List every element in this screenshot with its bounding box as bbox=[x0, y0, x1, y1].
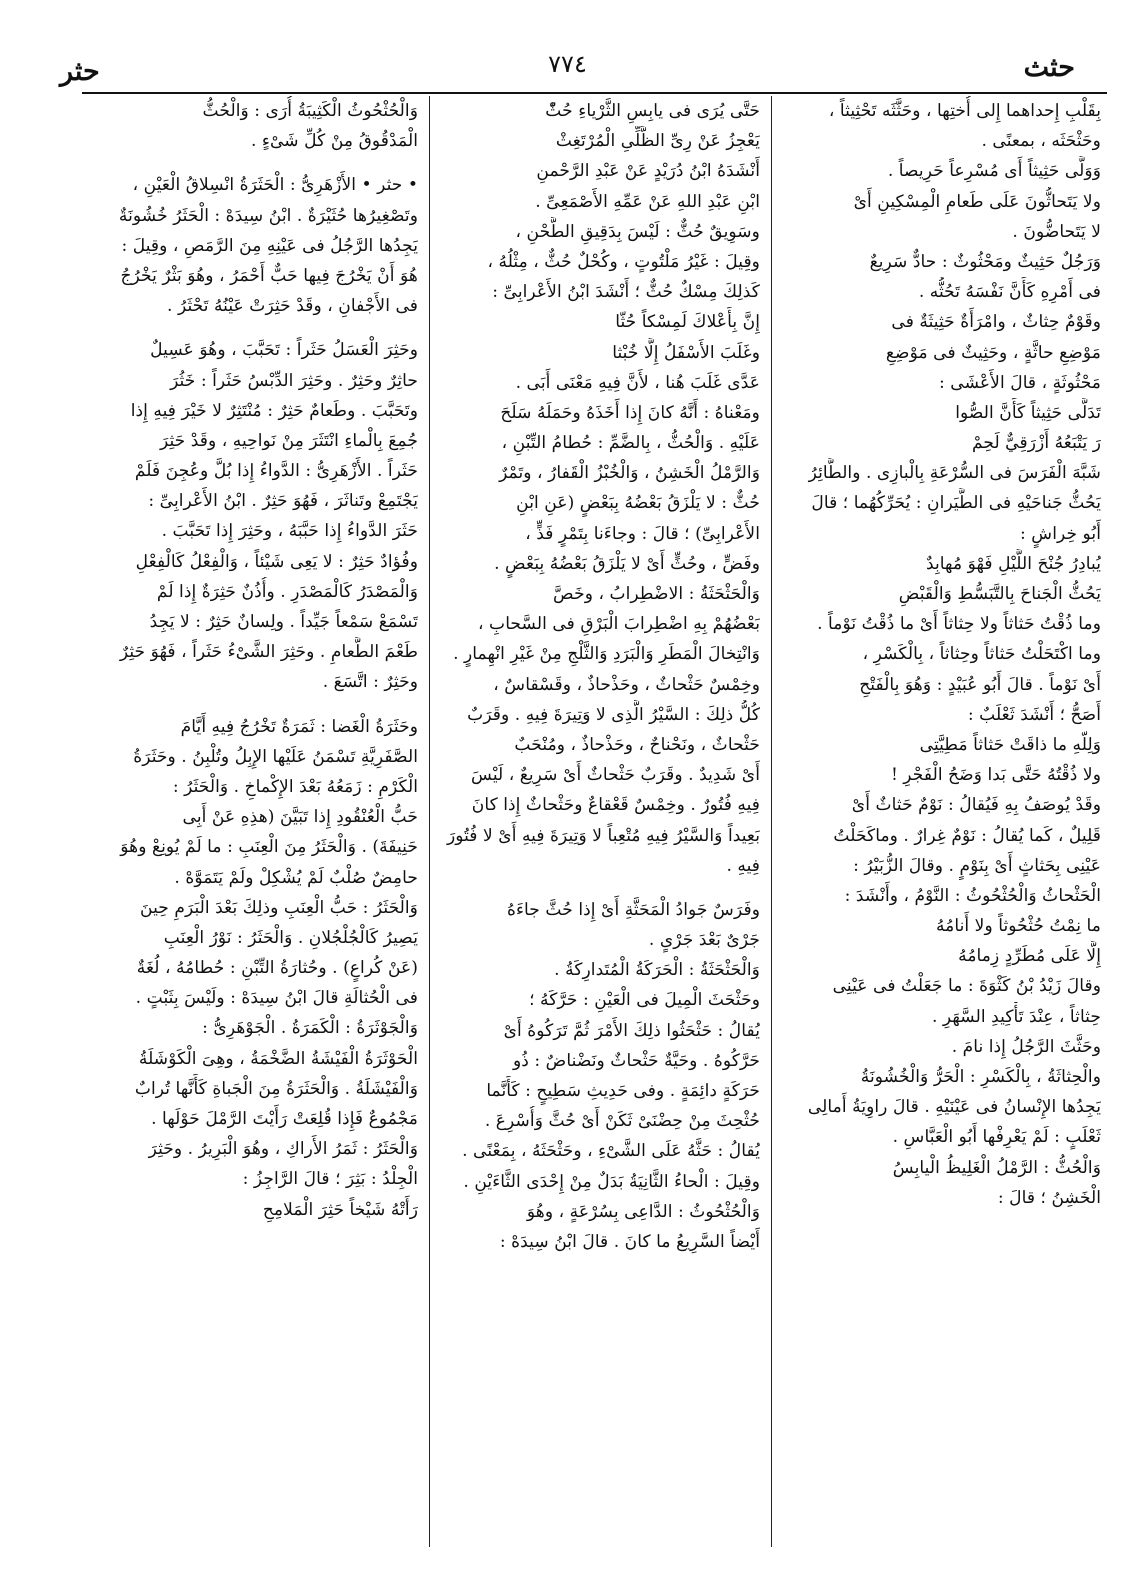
text-line bbox=[96, 156, 418, 170]
text-line: وقِيلَ : غَيْرُ مَلْتُوتٍ ، وكُحْلٌ حُثٌّ ، مِثْلُهُ ، bbox=[487, 251, 760, 272]
text-line: وَالْحَثْحَثَةُ : الْحَرَكَةُ الْمُتَدارِكَةُ . bbox=[554, 960, 760, 981]
text-line: الْمَدْقُوقُ مِنْ كُلِّ شَىْءٍ . bbox=[250, 131, 418, 152]
text-line: وقالَ زَيْدُ بْنُ كَثْوَةَ : ما جَعَلْتُ فى عَيْنِى bbox=[832, 976, 1101, 997]
text-line: وحَثْحَثَ الْمِيلَ فى الْعَيْنِ : حَرَّكَهُ ؛ bbox=[529, 990, 760, 1011]
text-line: فى الأَجْفانِ ، وقَدْ حَثِرَتْ عَيْنُهُ تَحْثَرُ . bbox=[167, 296, 418, 317]
column-middle bbox=[438, 96, 760, 1547]
text-line: وَالْحَثَرُ : ثَمَرُ الأَراكِ ، وهُوَ الْبَرِيرُ . وحَثِرَ bbox=[148, 1139, 418, 1160]
text-line: وسَوِيقٌ حُثٌّ : لَيْسَ بِدَقِيقِ الطَّحْنِ ، bbox=[515, 221, 760, 242]
text-line: وقَوْمٌ حِثاثٌ ، وامْرَأَةٌ حَثِيثَةٌ فى bbox=[891, 312, 1101, 333]
text-line: يَجِدُها الإِنْسانُ فى عَيْنَيْهِ . قالَ راوِيَةُ أَمالِى bbox=[807, 1097, 1101, 1118]
text-line: بِقَلْبِ إِحداهما إِلى أُختِها ، وحَثَّثَه تَحْثِيثاً ، bbox=[828, 101, 1101, 121]
text-line: جَرْىٌ بَعْدَ جَرْىٍ . bbox=[648, 930, 760, 951]
column-divider bbox=[771, 96, 772, 1547]
text-line: حاثِرٌ وحَثِرٌ . وحَثِرَ الدِّبْسُ حَثَراً : خَثُرَ bbox=[170, 370, 418, 391]
header-rule bbox=[82, 92, 1107, 94]
text-line: وَالْحُثْحُوثُ : الدَّاعِى بِسُرْعَةٍ ، وهُوَ bbox=[526, 1201, 760, 1222]
text-line: ومَعْناهُ : أَنَّهُ كانَ إِذا أَخَذَهُ وحَمَلَهُ سَلَحَ bbox=[500, 402, 760, 423]
text-line: وحَثْحَثَه ، بمعنًى . bbox=[981, 131, 1101, 152]
text-line: فى الْحُثالَةِ قالَ ابْنُ سِيدَهْ : ولَيْسَ بِثَبْتٍ . bbox=[135, 988, 418, 1009]
left-running-headword: حثر bbox=[60, 56, 100, 87]
text-line: بَعْضُهُمْ بِهِ اضْطِرابَ الْبَرْقِ فى السَّحابِ ، bbox=[478, 614, 760, 635]
text-line: أَبُو خِراشٍ : bbox=[1019, 523, 1101, 544]
text-line: حَرَّكُوهُ . وحَيَّةٌ حَثْحاثٌ ونَضْناضٌ : ذُو bbox=[512, 1050, 760, 1071]
text-line: رَأَتْهُ شَيْخاً حَثِرَ الْمَلامِحِ bbox=[262, 1199, 418, 1220]
text-line: أَصَحُّ ؛ أَنْشَدَ ثَعْلَبٌ : bbox=[967, 704, 1101, 725]
text-line: جُمِعَ بِالْماءِ انْتَثَرَ مِنْ نَواحِيهِ ، وقَدْ حَثِرَ bbox=[159, 430, 418, 451]
text-line: الْجِلْدُ : بَثِرَ ؛ قالَ الرَّاجِزُ : bbox=[242, 1169, 418, 1190]
text-line: ولا يَتَحاثُّونَ عَلَى طَعامِ الْمِسْكِينِ أَىْ bbox=[853, 191, 1101, 212]
text-line: يَحُثُّ جَناحَيْهِ فى الطَّيَرانِ : يُحَرِّكُهُما ؛ قالَ bbox=[811, 493, 1101, 514]
text-line: الصَّفَرِيَّةِ تَسْمَنُ عَلَيْها الإِبِلُ وتُلْبِنُ . وحَثَرَةُ bbox=[133, 746, 418, 767]
text-line: لا يَتَحاضُّونَ . bbox=[1012, 221, 1101, 242]
text-line: ما نِمْتُ حُثْحُوثاً ولا أَنامُهُ bbox=[935, 916, 1101, 937]
text-line: حَثْحاثٌ ، ونَحْناحٌ ، وحَذْحاذٌ ، ومُنْحَبٌ bbox=[514, 734, 760, 755]
text-line: بَعِيداً وَالسَّيْرُ فِيهِ مُتْعِباً لا وَتِيرَةَ فِيهِ أَىْ لا فُتُورَ bbox=[446, 825, 760, 846]
text-line: ابْنِ عَبْدِ اللهِ عَنْ عَمِّهِ الأَصْمَعِىِّ . bbox=[535, 191, 760, 212]
column-divider bbox=[429, 96, 430, 1547]
text-line: وَالرَّمْلُ الْخَشِنُ ، وَالْخُبْزُ الْقَفارُ ، وتَمْرٌ bbox=[499, 463, 760, 484]
text-line: وَالْفَيْشَلَةُ . وَالْحَثَرَةُ مِنَ الْجَباةِ كَأَنَّها تُرابٌ bbox=[134, 1078, 418, 1099]
text-line: عَيْنِى بِحَثاثٍ أَىْ بِنَوْمٍ . وقالَ الزُّبَيْرُ : bbox=[853, 855, 1101, 876]
text-line: وفُؤادٌ حَثِرٌ : لا يَعِى شَيْئاً ، وَالْفِعْلُ كَالْفِعْلِ bbox=[135, 551, 418, 572]
text-line: تَسْمَعْ سَمْعاً جَيِّداً . ولِسانٌ حَثِرٌ : لا يَجِدُ bbox=[149, 612, 418, 632]
text-line: وَالْمَصْدَرُ كَالْمَصْدَرِ . وأُذُنٌ حَثِرَةٌ إِذا لَمْ bbox=[156, 581, 418, 602]
text-line: وغَلَبَ الأَسْفَلُ إِلَّا خُبْثا bbox=[612, 342, 760, 363]
text-line: ثَعْلَبٍ : لَمْ يَعْرِفْها أَبُو الْعَبَّاسِ . bbox=[892, 1127, 1101, 1148]
text-line: والْحِثاثَةُ ، بِالْكَسْرِ : الْحَرُّ وَالْخُشُونَةُ bbox=[860, 1067, 1101, 1087]
text-line: حَنِيفَةَ) . وَالْحَثَرُ مِنَ الْعِنَبِ : ما لَمْ يُونِعْ وهُوَ bbox=[120, 837, 418, 858]
text-line: فِيهِ فُتُورٌ . وخِمْسٌ قَعْقاعٌ وحَثْحاثٌ إِذا كانَ bbox=[471, 795, 760, 816]
text-line: أَنْشَدَهُ ابْنُ دُرَيْدٍ عَنْ عَبْدِ الرَّحْمنِ bbox=[536, 161, 760, 182]
text-line: أَىْ نَوْماً . قالَ أَبُو عُبَيْدٍ : وَهُوَ بِالْفَتْحِ bbox=[859, 674, 1101, 695]
text-line: إِلَّا عَلَى مُطَرِّدٍ زِمامُهُ bbox=[958, 946, 1101, 967]
text-line: تَدَلَّى حَثِيثاً كَأَنَّ الصُّوا bbox=[955, 402, 1101, 423]
text-line: وَالْحُثْحُوثُ الْكَثِيبَةُ أُرَى : وَالْحُثُّ bbox=[202, 101, 418, 121]
column-right bbox=[779, 96, 1101, 1547]
text-line: يَجْتَمِعْ وتَناثَرَ ، فَهُوَ حَثِرٌ . ابْنُ الأَعْرابِىِّ : bbox=[148, 491, 418, 512]
text-line: ولا ذُقْتُهُ حَتَّى بَدا وَضَحُ الْفَجْرِ ! bbox=[890, 765, 1101, 786]
text-line: قَلِيلٌ ، كَما يُقالُ : نَوْمٌ غِرارٌ . وماكَحَلْتُ bbox=[833, 825, 1101, 846]
text-line: حَثَراً . الأَزْهَرِىُّ : الدَّواءُ إِذا بُلَّ وعُجِنَ فَلَمْ bbox=[134, 461, 418, 482]
text-line: حَتَّى يُرَى فى يابِسِ الثَّرْياءِ حُثّْ bbox=[545, 101, 760, 121]
text-line: وما ذُقْتُ حَثاثاً ولا حِثاثاً أَىْ ما ذُقْتُ نَوْماً . bbox=[817, 614, 1101, 635]
text-line: مَحْثُوثَةٍ ، قالَ الأَعْشَى : bbox=[939, 372, 1101, 393]
text-line: يُبادِرُ جُنْحَ اللَّيْلِ فَهْوَ مُهابِدٌ bbox=[925, 553, 1101, 574]
text-line: وَلِلّهِ ما ذاقَتْ حَثاثاً مَطِيَّتِى bbox=[919, 734, 1101, 755]
text-line: وتَحَبَّبَ . وطَعامٌ حَثِرٌ : مُنْتَثِرٌ لا خَيْرَ فِيهِ إِذا bbox=[130, 400, 418, 421]
text-line: حامِضٌ صُلْبٌ لَمْ يُشْكِلْ ولَمْ يَتَمَوَّهْ . bbox=[174, 867, 418, 888]
page-number: ٧٧٤ bbox=[548, 50, 587, 78]
text-line bbox=[96, 698, 418, 712]
column-left bbox=[96, 96, 418, 1547]
text-line: وَالْحُثُّ : الرَّمْلُ الْغَلِيظُ الْيابِسُ bbox=[892, 1157, 1101, 1178]
text-line: عَلَيْهِ . وَالْحُثُّ ، بِالضَّمِّ : حُطامُ التِّبْنِ ، bbox=[501, 433, 760, 454]
text-line: وحَثِرٌ : اتَّسَعَ . bbox=[322, 672, 418, 693]
text-line: أَيْضاً السَّرِيعُ ما كانَ . قالَ ابْنُ سِيدَهْ : bbox=[499, 1231, 760, 1252]
text-line: الْحَوْثَرَةُ الْفَيْشَةُ الضَّخْمَةُ ، وهِىَ الْكَوْشَلَةُ bbox=[138, 1048, 418, 1069]
text-line: وما اكْتَحَلْتُ حَثاثاً وحِثاثاً ، بِالْكَسْرِ ، bbox=[862, 644, 1101, 665]
text-line: كُلُّ ذلِكَ : السَّيْرُ الَّذِى لا وَتِيرَةَ فِيهِ . وقَرَبٌ bbox=[467, 704, 760, 725]
text-line: وَالْحَثْحَثَةُ : الاضْطِرابُ ، وخَصَّ bbox=[553, 584, 760, 604]
right-running-headword: حثث bbox=[1023, 52, 1075, 83]
text-line: وحَثَرَةُ الْغَضا : ثَمَرَةٌ تَخْرُجُ فِيهِ أَيَّامَ bbox=[180, 716, 418, 737]
text-line: الْكَرْمِ : زَمَعُهُ بَعْدَ الإِكْماخِ . وَالْحَثَرُ : bbox=[172, 776, 418, 797]
text-line: الْحَثْحاثُ وَالْحُثْحُوثُ : النَّوْمُ ، وأَنْشَدَ : bbox=[844, 885, 1101, 906]
text-line: كَذلِكَ مِسْكٌ حُثٌّ ؛ أَنْشَدَ ابْنُ الأَعْرابِىِّ : bbox=[492, 282, 760, 303]
text-line: وحَثِرَ الْعَسَلُ حَثَراً : تَحَبَّبَ ، وهُوَ عَسِيلٌ bbox=[150, 340, 418, 361]
text-line: عَدَّى غَلَبَ هُنا ، لأَنَّ فِيهِ مَعْنَى أَبَى . bbox=[515, 372, 760, 393]
text-line: وخِمْسٌ حَثْحاثٌ ، وحَذْحاذٌ ، وقَسْقاسٌ ، bbox=[493, 674, 760, 695]
text-line: حَثَرَ الدَّواءُ إِذا حَبَّبَهُ ، وحَثِرَ إِذا تَحَبَّبَ . bbox=[161, 521, 418, 542]
text-columns bbox=[82, 96, 1107, 1547]
text-line: مَجْمُوعٌ فَإِذا قُلِعَتْ رَأَيْتَ الرَّمْلَ حَوْلَها . bbox=[151, 1109, 418, 1129]
text-line: فِيهِ . bbox=[726, 855, 760, 876]
text-line: وفَضٍّ ، وحُثٍّ أَىْ لا يَلْزَقُ بَعْضُهُ بِبَعْضٍ . bbox=[494, 553, 760, 574]
text-line: وَانْتِخالَ الْمَطَرِ وَالْبَرَدِ وَالثَّلْجِ مِنْ غَيْرِ انْهِمارٍ . bbox=[453, 644, 760, 665]
text-line: • حثر • الأَزْهَرِىُّ : الْحَثَرَةُ انْسِلاقُ الْعَيْنِ ، bbox=[132, 175, 418, 196]
text-line: وحَثَّثَ الرَّجُلُ إِذا نامَ . bbox=[951, 1036, 1101, 1057]
text-line: وفَرَسٌ جَوادُ الْمَحَثَّةِ أَىْ إِذا حُثَّ جاءَهُ bbox=[506, 899, 760, 920]
text-line: يَجِدُها الرَّجُلُ فى عَيْنِهِ مِنَ الرَّمَصِ ، وقِيلَ : bbox=[121, 235, 418, 256]
text-line: فى أَمْرِهِ كَأَنَّ نَفْسَهُ تَحُثُّه . bbox=[918, 282, 1101, 303]
text-line: أَىْ شَدِيدٌ . وقَرَبٌ حَثْحاثٌ أَىْ سَرِيعٌ ، لَيْسَ bbox=[470, 765, 760, 786]
text-line: يُقالُ : حَثْحَثُوا ذلِكَ الأَمْرَ ثُمَّ تَرَكُوهُ أَىْ bbox=[503, 1020, 760, 1041]
text-line bbox=[438, 881, 760, 895]
text-line: وَوَلَّى حَثِيثاً أَى مُسْرِعاً حَرِيصاً . bbox=[887, 161, 1101, 182]
text-line: الأَعْرابِىِّ) ؛ قالَ : وجاءَنا بِتَمْرٍ فَذٍّ ، bbox=[525, 523, 760, 544]
text-line: حُثٌّ : لا يَلْزَقُ بَعْضُهُ بِبَعْضٍ (عَنِ ابْنِ bbox=[516, 493, 760, 514]
page-header bbox=[60, 46, 1075, 90]
text-line: يَعْجِزُ عَنْ رِىِّ الظَّلِّىِ الْمُرْتَغِثْ bbox=[555, 131, 760, 152]
text-line: طَعْمَ الطَّعامِ . وحَثِرَ الشَّىْءُ حَثَراً ، فَهُوَ حَثِرٌ bbox=[119, 642, 418, 663]
text-line: وتَصْغِيرُها حُثَيْرَةٌ . ابْنُ سِيدَهْ : الْحَثَرُ خُشُونَةٌ bbox=[118, 205, 418, 226]
text-line: يَحُثُّ الْجَناحَ بِالتَّبَسُّطِ وَالْقَبْضِ bbox=[898, 584, 1101, 604]
text-line: (عَنْ كُراعٍ) . وحُثارَةُ التِّبْنِ : حُطامُهُ ، لُغَةٌ bbox=[136, 958, 418, 979]
text-line: حَرَكَةٍ دائِمَةٍ . وفى حَدِيثِ سَطِيحٍ : كَأَنَّما bbox=[486, 1081, 760, 1101]
text-line: رَ يَتْبَعُهُ أَزْرَقِيٌّ لَحِمْ bbox=[971, 433, 1101, 454]
text-line: يُقالُ : حَثَّهُ عَلَى الشَّىْءِ ، وحَثْحَثَهُ ، بِمَعْنًى . bbox=[462, 1141, 760, 1162]
text-line: حِثاثاً ، عِنْدَ تَأْكِيدِ السَّهَرِ . bbox=[931, 1006, 1101, 1027]
text-line: يَصِيرُ كَالْجُلْجُلانِ . وَالْحَثَرُ : نَوْرُ الْعِنَبِ bbox=[163, 927, 418, 948]
text-line: الْخَشِنُ ؛ قالَ : bbox=[997, 1187, 1101, 1208]
text-line: وَالْحَثَرُ : حَبُّ الْعِنَبِ وذلِكَ بَعْدَ الْبَرَمِ حِينَ bbox=[140, 897, 418, 918]
text-line bbox=[96, 321, 418, 335]
text-line: حَبُّ الْعُنْقُودِ إِذا تَبَيَّنَ (هذِهِ عَنْ أَبِى bbox=[182, 807, 418, 828]
text-line: إِنَّ بِأَعْلاكَ لَمِسْكاً حُثّا bbox=[615, 312, 760, 333]
text-line: شَبَّهَ الْفَرَسَ فى السُّرْعَةِ بِالْبازِى . والطَّائِرُ bbox=[808, 463, 1101, 484]
text-line: وَالْجَوْثَرَةُ : الْكَمَرَةُ . الْجَوْهَرِىُّ : bbox=[202, 1018, 418, 1039]
text-line: مَوْضِعِ حاثَّةٍ ، وحَثِيثٌ فى مَوْضِعِ bbox=[885, 342, 1101, 363]
text-line: هُوَ أَنْ يَخْرُجَ فِيها حَبٌّ أَحْمَرُ ، وهُوَ بَثْرٌ يَخْرُجُ bbox=[120, 265, 418, 286]
text-line: وَرَجُلٌ حَثِيثٌ ومَحْثُوثٌ : حادٌّ سَرِيعٌ bbox=[869, 251, 1101, 272]
text-line: حُثْحِثَ مِنْ حِضْنَىْ ثَكَنْ أَىْ حُثَّ وَأُسْرِعَ . bbox=[484, 1111, 760, 1132]
text-line: وقَدْ يُوصَفُ بِهِ فَيُقالُ : نَوْمٌ حَثاثٌ أَىْ bbox=[851, 795, 1101, 816]
text-line: وقِيلَ : الْحاءُ الثَّانِيَةُ بَدَلٌ مِنْ إِحْدَى الثَّاءَيْنِ . bbox=[463, 1171, 760, 1192]
